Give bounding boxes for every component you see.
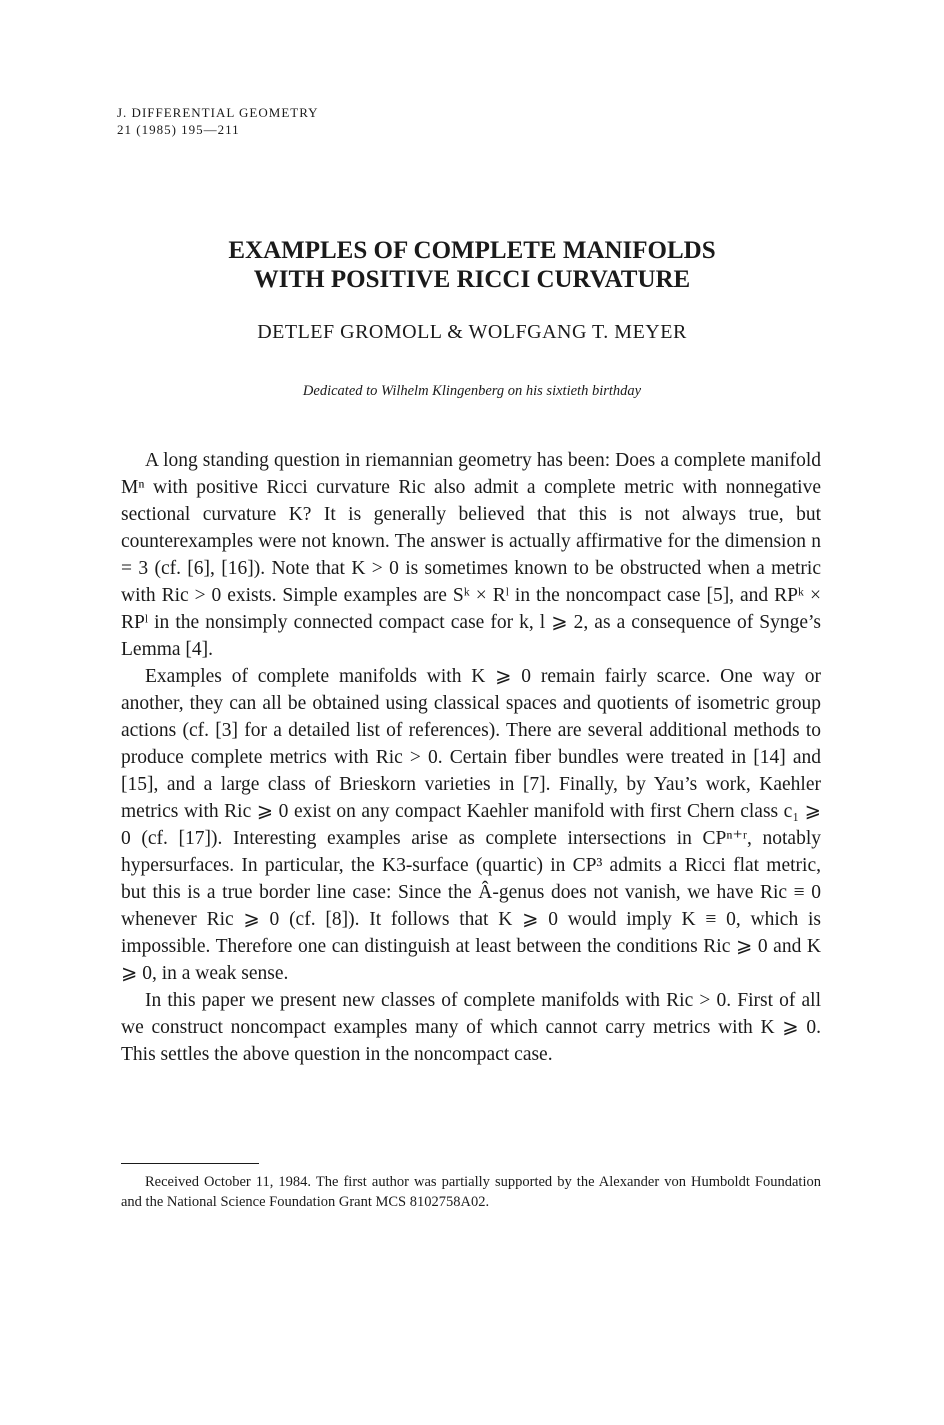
paragraph-1: A long standing question in riemannian geometry has been: Does a complete manifold Mⁿ with positive Ricci curvature Ric also admit a complete metric with nonnegative sectional curvature K? It is generally believed that this is not always true, but counterexamples were not known. The answer is actually affirmative for the dimension n = 3 (cf. [6], [16]). Note that K > 0 is sometimes known to be obstructed when a metric with Ric > 0 exists. Simple examples are Sᵏ × Rˡ in the noncompact case [5], and RPᵏ × RPˡ in the nonsimply connected compact case for k, l ⩾ 2, as a consequence of Synge’s Lemma [4]. [121, 450, 821, 660]
title-line-1: EXAMPLES OF COMPLETE MANIFOLDS [228, 237, 716, 264]
title-line-2: WITH POSITIVE RICCI CURVATURE [253, 266, 691, 293]
paper-title [0, 236, 944, 294]
journal-name: J. DIFFERENTIAL GEOMETRY [117, 105, 319, 120]
paragraph-2: Examples of complete manifolds with K ⩾ 0 remain fairly scarce. One way or another, they can all be obtained using classical spaces and quotients of isometric group actions (cf. [3] for a detailed list of references). There are several additional methods to produce complete metrics with Ric > 0. Certain fiber bundles were treated in [14] and [15], and a large class of Brieskorn varieties in [7]. Finally, by Yau’s work, Kaehler metrics with Ric ⩾ 0 exist on any compact Kaehler manifold with first Chern class c₁ ⩾ 0 (cf. [17]). Interesting examples arise as complete intersections in CPⁿ⁺ʳ, notably hypersurfaces. In particular, the K3-surface (quartic) in CP³ admits a Ricci flat metric, but this is a true border line case: Since the Â-genus does not vanish, we have Ric ≡ 0 whenever Ric ⩾ 0 (cf. [8]). It follows that K ⩾ 0 would imply K ≡ 0, which is impossible. Therefore one can distinguish at least between the conditions Ric ⩾ 0 and K ⩾ 0, in a weak sense. [121, 666, 821, 984]
journal-header [117, 104, 319, 138]
dedication: Dedicated to Wilhelm Klingenberg on his sixtieth birthday [302, 383, 642, 399]
paragraph-3: In this paper we present new classes of complete manifolds with Ric > 0. First of all we construct noncompact examples many of which cannot carry metrics with K ⩾ 0. This settles the above question in the noncompact case. [121, 990, 821, 1065]
body-text [121, 447, 821, 1068]
journal-volume-info: 21 (1985) 195—211 [117, 122, 240, 137]
footnote-divider [121, 1163, 259, 1164]
footnote: Received October 11, 1984. The first author was partially supported by the Alexander von Humboldt Foundation and the National Science Foundation Grant MCS 8102758A02. [121, 1174, 821, 1210]
authors: DETLEF GROMOLL & WOLFGANG T. MEYER [257, 321, 687, 343]
